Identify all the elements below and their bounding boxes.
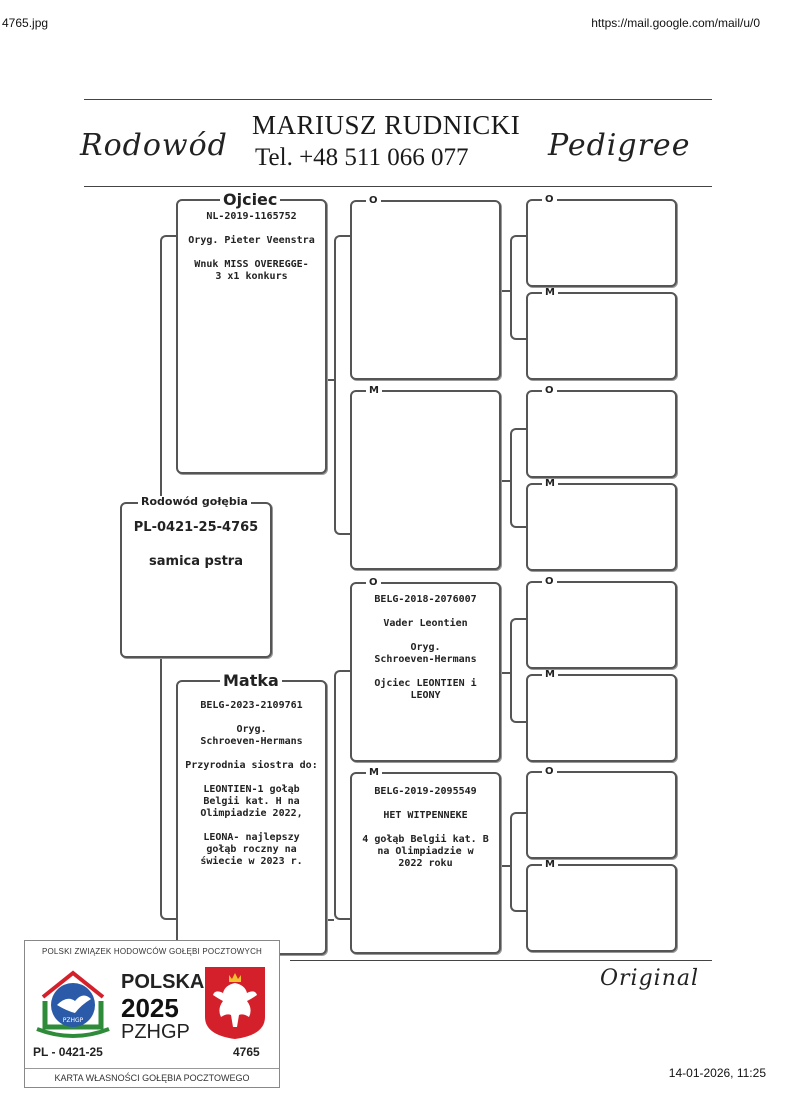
print-timestamp: 14-01-2026, 11:25 (668, 1066, 766, 1080)
owner-phone: Tel. +48 511 066 077 (255, 144, 469, 171)
gg-bracket-4 (510, 812, 526, 912)
polish-eagle-emblem-icon (203, 965, 267, 1041)
mother-father-label: O (366, 578, 381, 588)
mother-note2-line3: świecie w 2023 r. (200, 856, 303, 867)
mother-mother-box (350, 767, 501, 954)
mother-father-ring: BELG-2018-2076007 (374, 594, 477, 605)
gg-label-7: O (542, 767, 557, 777)
father-breeder: Oryg. Pieter Veenstra (188, 235, 315, 246)
gg-label-5: O (542, 577, 557, 587)
pedigree-script-title: Pedigree (548, 128, 691, 163)
father-mother-label: M (366, 386, 382, 396)
gg-label-4: M (542, 479, 558, 489)
mother-note2-line1: LEONA- najlepszy (203, 832, 300, 843)
footer-rule (290, 960, 712, 961)
mother-note1-line3: Olimpiadzie 2022, (200, 808, 303, 819)
gg-box-6 (526, 669, 677, 762)
mother-mother-note-line1: 4 gołąb Belgii kat. B (362, 834, 489, 845)
mother-father-breeder-line2: Schroeven-Hermans (374, 654, 477, 665)
mother-mother-note-line2: na Olimpiadzie w (377, 846, 474, 857)
logo-text: PZHGP (62, 1017, 84, 1024)
card-org: PZHGP (121, 1021, 190, 1043)
father-ring: NL-2019-1165752 (206, 211, 297, 222)
mother-note2-line2: gołąb roczny na (206, 844, 297, 855)
mother-breeder-line1: Oryg. (236, 724, 267, 735)
subject-description: samica pstra (149, 554, 243, 569)
rodowod-script-title: Rodowód (80, 128, 228, 163)
subject-label: Rodowód gołębia (138, 496, 251, 507)
mother-father-box (350, 577, 501, 762)
gg-stub-3 (502, 672, 510, 674)
mother-father-name: Vader Leontien (383, 618, 468, 629)
gg-stub-2 (502, 480, 510, 482)
gg-label-1: O (542, 195, 557, 205)
mother-note1-line2: Belgii kat. H na (203, 796, 300, 807)
mother-note1-line1: LEONTIEN-1 gołąb (203, 784, 300, 795)
gg-box-1 (526, 194, 677, 287)
father-label: Ojciec (220, 192, 280, 208)
mother-mother-name: HET WITPENNEKE (383, 810, 468, 821)
mother-father-note-line1: Ojciec LEONTIEN i (374, 678, 477, 689)
subject-ring: PL-0421-25-4765 (133, 520, 259, 535)
mother-father-note-line2: LEONY (410, 690, 441, 701)
father-box (176, 190, 327, 474)
gg-label-8: M (542, 860, 558, 870)
card-caption: KARTA WŁASNOŚCI GOŁĘBIA POCZTOWEGO (25, 1068, 279, 1087)
print-filename: 4765.jpg (2, 16, 49, 30)
mother-grandparents-bracket (334, 670, 350, 920)
mother-label: Matka (220, 673, 282, 689)
ring-ownership-card (24, 940, 280, 1088)
gg-box-5 (526, 576, 677, 669)
mother-out-stub (326, 919, 334, 921)
mother-father-breeder-line1: Oryg. (410, 642, 441, 653)
mother-note-intro: Przyrodnia siostra do: (185, 760, 318, 771)
card-ring-number: 4765 (233, 1045, 260, 1059)
mother-mother-note-line3: 2022 roku (398, 858, 453, 869)
pzhgp-logo-icon (31, 961, 115, 1041)
mother-mother-label: M (366, 768, 382, 778)
header-bottom-rule (84, 186, 712, 187)
gg-box-4 (526, 478, 677, 571)
original-script-mark: Original (600, 966, 700, 991)
gg-bracket-3 (510, 618, 526, 723)
father-out-stub (326, 379, 334, 381)
father-note-line2: 3 x1 konkurs (215, 271, 288, 282)
father-father-label: O (366, 196, 381, 206)
father-father-box (350, 195, 501, 380)
mother-box (176, 671, 327, 955)
father-note-line1: Wnuk MISS OVEREGGE- (194, 259, 309, 270)
gg-box-8 (526, 859, 677, 952)
gg-box-3 (526, 385, 677, 478)
gg-box-2 (526, 287, 677, 380)
card-association: POLSKI ZWIĄZEK HODOWCÓW GOŁĘBI POCZTOWYCH (41, 947, 263, 956)
father-grandparents-bracket (334, 235, 350, 535)
card-country: POLSKA (121, 971, 205, 993)
subject-box (120, 495, 272, 658)
header-top-rule (84, 99, 712, 100)
mother-ring: BELG-2023-2109761 (200, 700, 303, 711)
print-url: https://mail.google.com/mail/u/0 (591, 16, 760, 30)
gg-label-2: M (542, 288, 558, 298)
gg-bracket-2 (510, 428, 526, 528)
card-year: 2025 (121, 993, 179, 1023)
mother-breeder-line2: Schroeven-Hermans (200, 736, 303, 747)
gg-label-3: O (542, 386, 557, 396)
gg-stub-1 (502, 290, 510, 292)
gg-stub-4 (502, 865, 510, 867)
owner-name: MARIUSZ RUDNICKI (252, 110, 521, 140)
card-ring-prefix: PL - 0421-25 (33, 1045, 103, 1059)
gg-bracket-1 (510, 235, 526, 340)
father-mother-box (350, 385, 501, 570)
gg-box-7 (526, 766, 677, 859)
gg-label-6: M (542, 670, 558, 680)
mother-mother-ring: BELG-2019-2095549 (374, 786, 477, 797)
